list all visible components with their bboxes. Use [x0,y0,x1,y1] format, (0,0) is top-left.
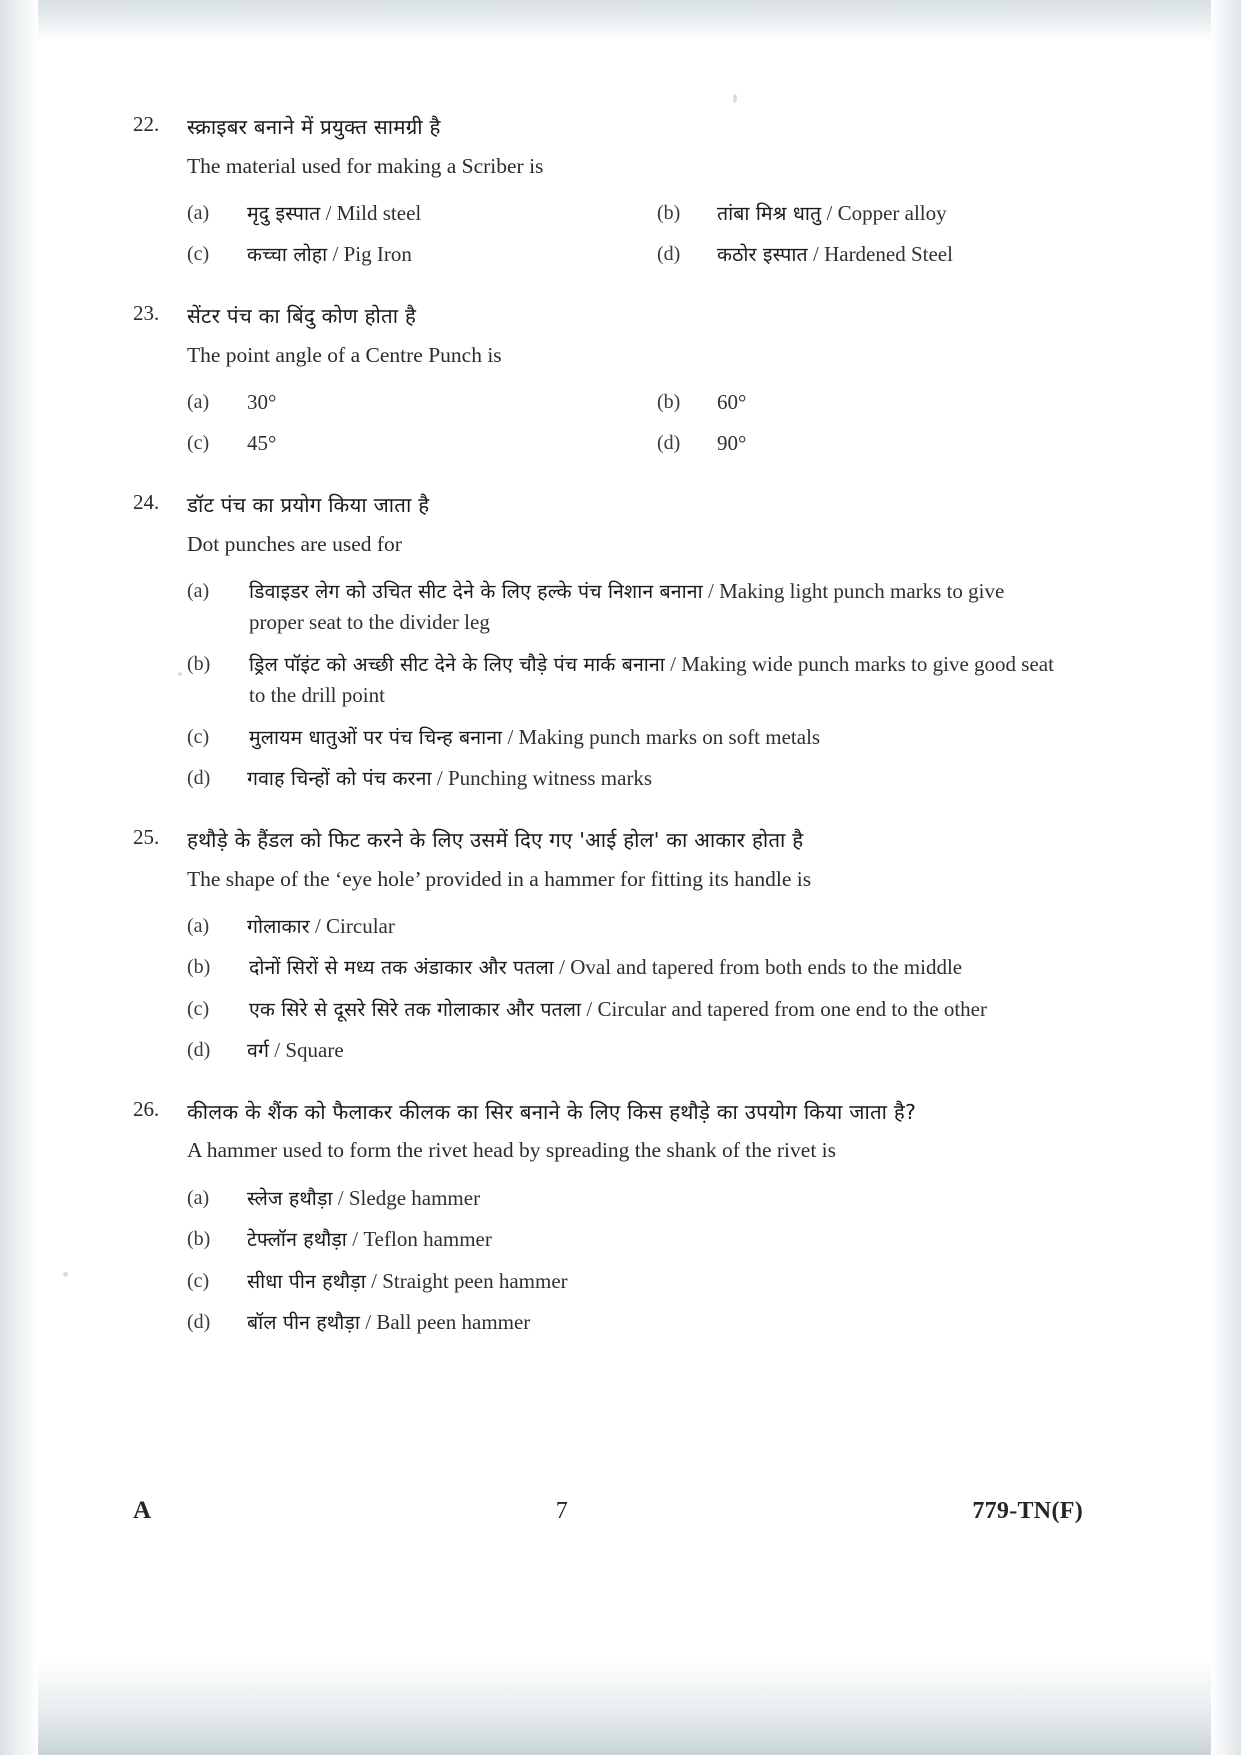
option-item[interactable] [657,387,1063,419]
option-item[interactable] [657,239,1063,271]
scan-speck [63,1272,68,1277]
option-text-english: Circular [326,913,395,938]
option-text-english: Copper alloy [837,200,947,225]
option-label: (a) [187,579,210,602]
option-item[interactable] [187,239,657,271]
option-text-english: Making light punch marks to give proper seat to the divider leg [249,578,1005,635]
option-text-hindi: टेफ्लॉन हथौड़ा [247,1228,347,1252]
option-text [247,242,412,266]
option-label: (a) [187,914,210,937]
option-label: (b) [657,390,681,413]
option-text-hindi: दोनों सिरों से मध्य तक अंडाकार और पतला [249,956,554,980]
page-footer [133,1497,1083,1525]
option-label: (c) [187,997,210,1020]
question-block [133,1097,1063,1339]
option-text-english: Circular and tapered from one end to the other [597,996,987,1021]
option-text [249,579,1004,635]
option-text-english: Pig Iron [343,242,412,267]
scan-speck [733,94,737,103]
option-item[interactable] [657,198,1063,230]
option-language-separator: / [807,242,825,267]
option-text [247,390,276,414]
option-text-hindi: कच्चा लोहा [247,243,328,267]
question-number: 22. [133,112,160,136]
question-block [133,825,1063,1067]
option-text [247,766,652,790]
option-text-english: Making punch marks on soft metals [518,724,821,749]
option-item[interactable] [187,994,1063,1026]
question-text-english: Dot punches are used for [187,531,402,556]
question-body [187,490,1063,795]
scan-edge-top [0,0,1241,42]
option-text [249,997,987,1021]
option-text [247,201,421,225]
question-body [187,112,1063,271]
option-label: (d) [657,243,681,266]
option-text-english: Teflon hammer [363,1227,492,1252]
option-text [249,725,820,749]
option-item[interactable] [187,576,1063,639]
option-text-english: Ball peen hammer [376,1310,531,1335]
option-text-hindi: कठोर इस्पात [717,243,808,267]
option-text-english: 45° [247,431,277,456]
option-label: (d) [187,1039,211,1062]
option-language-separator: / [269,1038,286,1063]
question-block [133,490,1063,795]
question-body [187,825,1063,1067]
option-item[interactable] [187,198,657,230]
option-text-hindi: तांबा मिश्र धातु [717,201,822,225]
option-list [187,911,1063,1067]
page-number: 7 [555,1498,568,1524]
option-label: (c) [187,243,210,266]
option-language-separator: / [360,1310,377,1335]
option-list [187,387,1063,460]
option-text-english: Straight peen hammer [382,1268,568,1293]
question-text-hindi: हथौड़े के हैंडल को फिट करने के लिए उसमें दिए गए 'आई होल' का आकार होता है [187,827,804,852]
option-text-hindi: डिवाइडर लेग को उचित सीट देने के लिए हल्के पंच निशान बनाना [249,579,703,603]
option-item[interactable] [657,428,1063,460]
option-text-english: Square [285,1038,344,1063]
option-text [717,201,947,225]
option-text-hindi: बॉल पीन हथौड़ा [247,1311,361,1335]
option-text [247,1227,492,1251]
option-text [247,1038,344,1062]
question-text-hindi: सेंटर पंच का बिंदु कोण होता है [187,303,417,328]
option-label: (a) [187,390,210,413]
option-item[interactable] [187,1266,1063,1298]
option-label: (a) [187,201,210,224]
question-number: 25. [133,824,160,849]
option-item[interactable] [187,1035,1063,1067]
option-language-separator: / [821,200,838,225]
option-language-separator: / [431,766,448,791]
question-text-english: The shape of the ‘eye hole’ provided in a hammer for fitting its handle is [187,866,812,891]
option-label: (a) [187,1186,210,1209]
scan-edge-bottom [0,1660,1241,1755]
option-label: (b) [187,956,211,979]
option-item[interactable] [187,1183,1063,1215]
option-text-english: Oval and tapered from both ends to the middle [570,955,963,980]
option-item[interactable] [187,387,657,419]
question-text-hindi: डॉट पंच का प्रयोग किया जाता है [187,492,430,517]
option-text-hindi: ड्रिल पॉइंट को अच्छी सीट देने के लिए चौड़े पंच मार्क बनाना [249,652,665,676]
question-text-english: A hammer used to form the rivet head by spreading the shank of the rivet is [187,1138,837,1163]
question-body [187,1097,1063,1339]
option-language-separator: / [346,1227,364,1252]
option-text-english: Mild steel [336,200,422,225]
option-text-hindi: मृदु इस्पात [247,201,321,225]
option-label: (b) [187,1228,211,1251]
option-text [717,242,953,266]
option-text-hindi: सीधा पीन हथौड़ा [247,1269,366,1293]
option-item[interactable] [187,428,657,460]
option-label: (d) [187,767,211,790]
option-label: (c) [187,1269,210,1292]
option-item[interactable] [187,1224,1063,1256]
paper-code: 779-TN(F) [972,1498,1083,1524]
option-label: (b) [187,652,211,675]
option-language-separator: / [332,1185,349,1210]
question-text-hindi: कीलक के शैंक को फैलाकर कीलक का सिर बनाने के लिए किस हथौड़े का उपयोग किया जाता है? [187,1099,917,1124]
option-language-separator: / [581,996,598,1021]
option-language-separator: / [502,724,519,749]
paper-sheet [38,42,1211,1660]
option-text-english: Making wide punch marks to give good seat to the drill point [249,651,1054,708]
option-item[interactable] [187,1307,1063,1339]
option-text-english: Hardened Steel [824,242,953,267]
option-text-hindi: गवाह चिन्हों को पंच करना [247,767,432,791]
option-list [187,198,1063,271]
option-text [717,431,746,455]
question-text-english: The material used for making a Scriber is [187,153,544,178]
option-text [247,914,395,938]
booklet-series-code: A [133,1497,152,1524]
option-language-separator: / [702,578,720,603]
option-text-english: Punching witness marks [447,766,653,791]
question-number: 26. [133,1096,160,1121]
option-text-hindi: एक सिरे से दूसरे सिरे तक गोलाकार और पतला [249,997,582,1021]
option-text [247,1186,480,1210]
option-language-separator: / [309,913,327,938]
option-item[interactable] [187,763,1063,795]
scan-edge-right [1211,0,1241,1755]
question-number: 24. [133,489,160,514]
option-text-hindi: मुलायम धातुओं पर पंच चिन्ह बनाना [249,725,503,749]
option-text [247,1269,568,1293]
option-language-separator: / [327,242,344,267]
option-text-english: Sledge hammer [348,1185,481,1210]
option-label: (c) [187,432,210,455]
option-text [249,955,962,979]
option-item[interactable] [187,952,1063,984]
question-text-hindi: स्क्राइबर बनाने में प्रयुक्त सामग्री है [187,115,441,139]
option-language-separator: / [320,200,337,225]
question-list [133,112,1063,1369]
option-text [249,652,1054,708]
option-language-separator: / [664,651,682,676]
option-text-english: 30° [247,389,277,414]
question-block [133,301,1063,460]
question-number: 23. [133,300,160,325]
option-text-hindi: गोलाकार [247,914,310,938]
option-item[interactable] [187,911,1063,943]
option-language-separator: / [365,1268,383,1293]
option-label: (d) [187,1311,211,1334]
option-label: (c) [187,725,210,748]
question-text-english: The point angle of a Centre Punch is [187,342,502,367]
question-body [187,301,1063,460]
option-label: (d) [657,432,681,455]
option-label: (b) [657,201,681,224]
option-item[interactable] [187,649,1063,712]
option-text-hindi: वर्ग [247,1039,270,1063]
option-item[interactable] [187,722,1063,754]
option-text-hindi: स्लेज हथौड़ा [247,1186,333,1210]
option-list [187,576,1063,795]
option-text [717,390,746,414]
option-text [247,431,276,455]
scan-edge-left [0,0,38,1755]
option-list [187,1183,1063,1339]
option-text-english: 60° [717,389,747,414]
option-language-separator: / [553,955,571,980]
option-text [247,1310,530,1334]
question-block [133,112,1063,271]
option-text-english: 90° [717,431,747,456]
